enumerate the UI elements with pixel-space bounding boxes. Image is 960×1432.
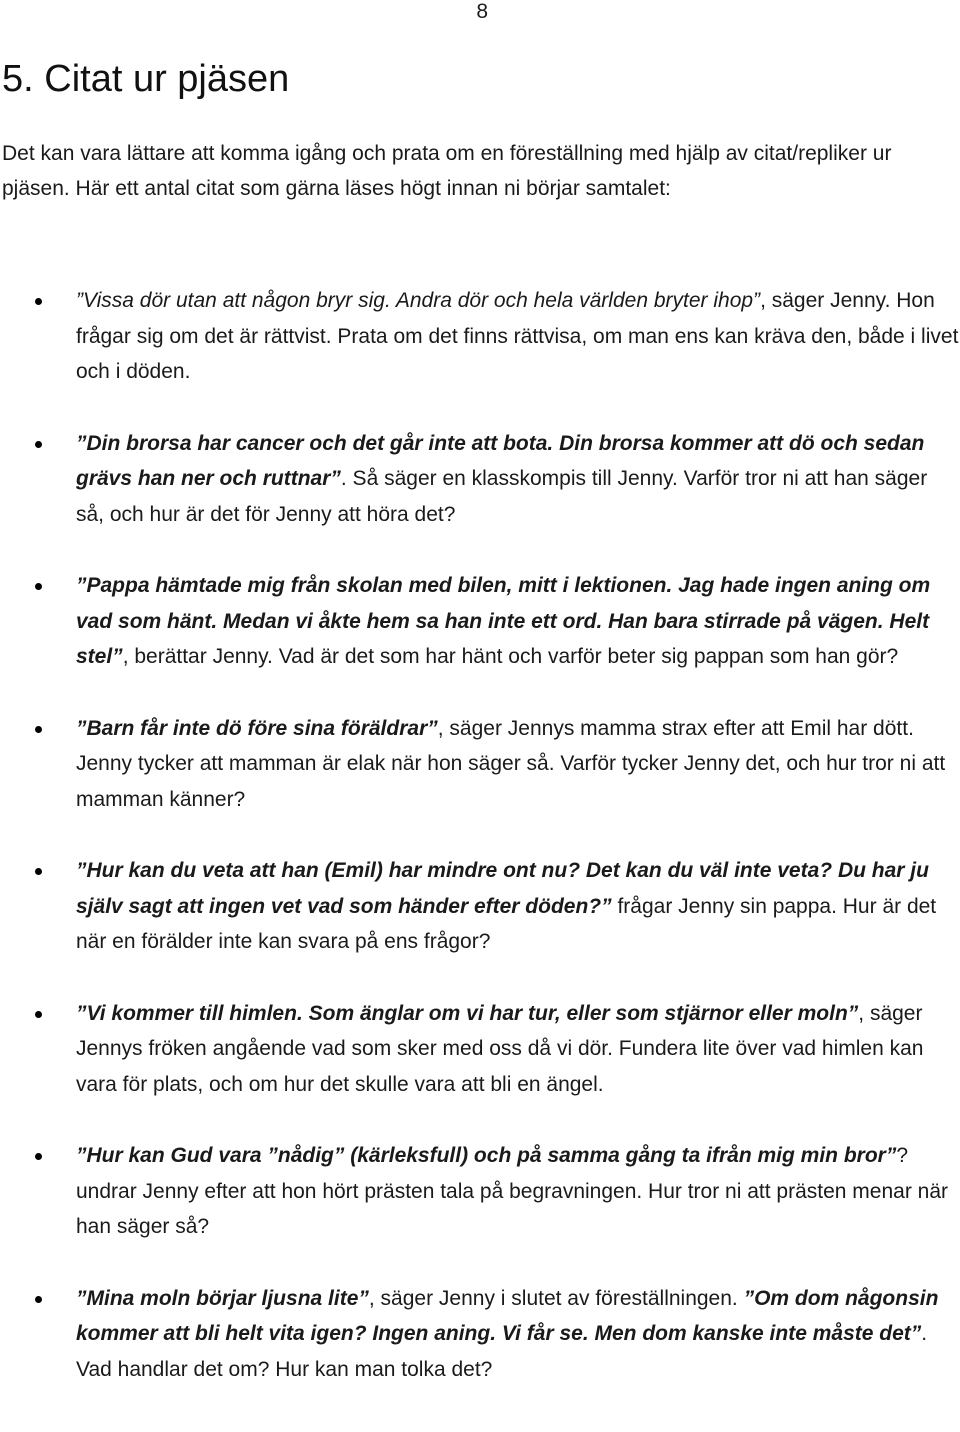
quote-commentary: , säger Jennys fröken angående vad som sker med oss då vi dör. Fundera lite över vad himlen kan vara för plats, och om hur det skulle vara att bli en ängel. <box>76 1001 924 1096</box>
quote-text: ”Hur kan du veta att han (Emil) har mindre ont nu? Det kan du väl inte veta? Du har ju själv sagt att ingen vet vad som händer efter döden?” <box>76 859 929 918</box>
quote-item-7 <box>0 1138 960 1245</box>
bullet-icon <box>35 441 42 448</box>
page-number: 8 <box>476 0 488 23</box>
quote-commentary: , säger Jenny i slutet av föreställningen. <box>368 1286 744 1310</box>
quote-text: ”Pappa hämtade mig från skolan med bilen, mitt i lektionen. Jag hade ingen aning om vad som hänt. Medan vi åkte hem sa han inte ett ord. Han bara stirrade på vägen. Helt stel” <box>76 574 931 668</box>
quote-item-4 <box>0 711 960 818</box>
quote-item-8 <box>0 1281 960 1388</box>
quote-text: ”Mina moln börjar ljusna lite” <box>76 1286 369 1310</box>
quote-list <box>0 283 960 1387</box>
quote-item-2 <box>0 426 960 533</box>
quote-text: ”Vi kommer till himlen. Som änglar om vi har tur, eller som stjärnor eller moln” <box>76 1001 859 1025</box>
quote-text: ”Din brorsa har cancer och det går inte att bota. Din brorsa kommer att dö och sedan grävs han ner och ruttnar” <box>76 431 925 490</box>
quote-text: ”Hur kan Gud vara ”nådig” (kärleksfull) och på samma gång ta ifrån mig min bror” <box>76 1144 897 1167</box>
quote-text-second: ”Om dom någonsin kommer att bli helt vita igen? Ingen aning. Vi får se. Men dom kanske inte måste det” <box>76 1286 939 1345</box>
quote-commentary: ? undrar Jenny efter att hon hört prästen tala på begravningen. Hur tror ni att prästen menar när han säger så? <box>76 1144 949 1238</box>
quote-commentary: , säger Jennys mamma strax efter att Emil har dött. Jenny tycker att mamman är elak när hon säger så. Varför tycker Jenny det, och hur tror ni att mamman känner? <box>76 716 946 811</box>
quote-item-1 <box>0 283 960 390</box>
quote-commentary-end: . Vad handlar det om? Hur kan man tolka det? <box>76 1322 928 1381</box>
quote-commentary: , säger Jenny. Hon frågar sig om det är rättvist. Prata om det finns rättvisa, om man ens kan kräva den, både i livet och i döden. <box>76 289 959 383</box>
quote-commentary: . Så säger en klasskompis till Jenny. Varför tror ni att han säger så, och hur är det för Jenny att höra det? <box>76 467 928 526</box>
quote-item-3 <box>0 568 960 675</box>
bullet-icon <box>35 1296 42 1303</box>
quote-commentary: frågar Jenny sin pappa. Hur är det när en förälder inte kan svara på ens frågor? <box>76 894 937 953</box>
bullet-icon <box>35 726 42 733</box>
quote-item-5 <box>0 853 960 960</box>
bullet-icon <box>35 1011 42 1018</box>
section-heading: 5. Citat ur pjäsen <box>2 58 290 100</box>
intro-paragraph: Det kan vara lättare att komma igång och prata om en föreställning med hjälp av citat/repliker ur pjäsen. Här ett antal citat som gärna läses högt innan ni börjar samtalet: <box>2 142 892 200</box>
bullet-icon <box>35 583 42 590</box>
bullet-icon <box>35 298 42 305</box>
quote-commentary: , berättar Jenny. Vad är det som har hänt och varför beter sig pappan som han gör? <box>122 645 899 668</box>
quote-text: ”Barn får inte dö före sina föräldrar” <box>76 716 438 740</box>
bullet-icon <box>35 868 42 875</box>
bullet-icon <box>35 1153 42 1160</box>
quote-item-6 <box>0 996 960 1103</box>
quote-text: ”Vissa dör utan att någon bryr sig. Andra dör och hela världen bryter ihop” <box>76 289 761 312</box>
